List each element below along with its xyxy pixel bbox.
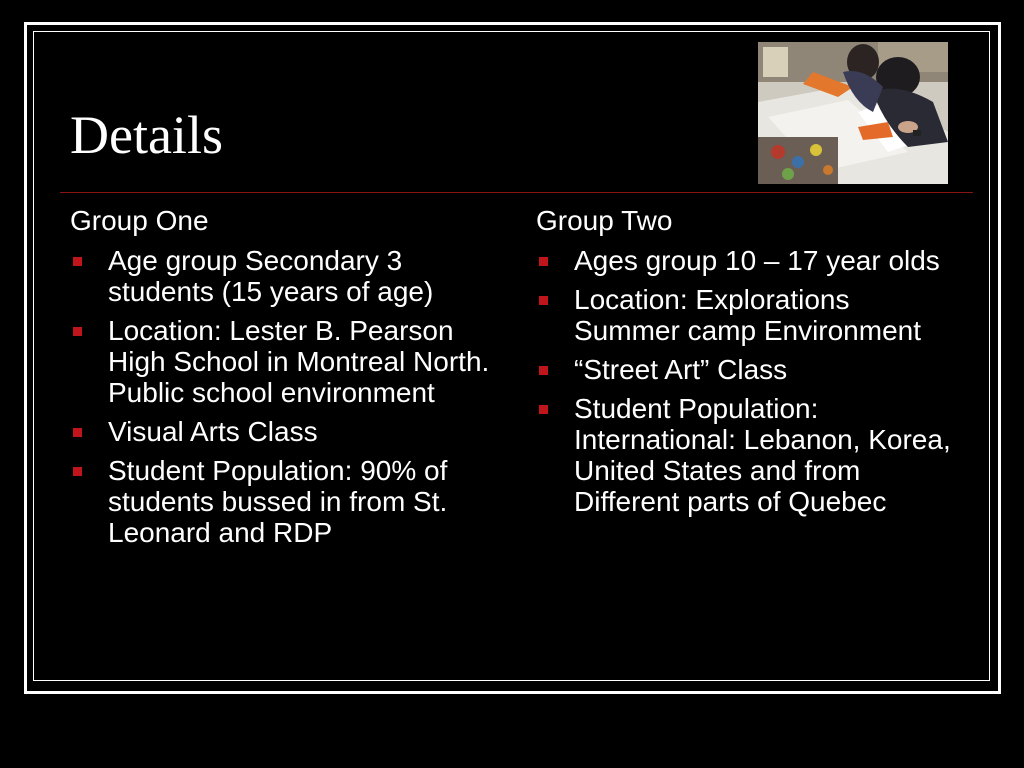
square-bullet-icon <box>539 257 548 266</box>
list-item <box>536 393 956 517</box>
group-one-column <box>70 205 510 556</box>
square-bullet-icon <box>539 405 548 414</box>
slide-title: Details <box>70 105 223 165</box>
bullet-text: Student Population: International: Lebanon, Korea, United States and from Different parts of Quebec <box>574 393 951 517</box>
group-two-heading: Group Two <box>536 205 673 236</box>
list-item <box>70 416 510 447</box>
list-item <box>70 245 510 307</box>
bullet-text: “Street Art” Class <box>574 354 788 385</box>
bullet-text: Ages group 10 – 17 year olds <box>574 245 940 276</box>
list-item <box>536 245 956 276</box>
group-one-list <box>70 245 510 548</box>
group-two-list <box>536 245 956 517</box>
classroom-photo <box>758 42 948 184</box>
list-item <box>536 284 956 346</box>
group-two-column <box>536 205 956 525</box>
square-bullet-icon <box>73 467 82 476</box>
square-bullet-icon <box>73 327 82 336</box>
list-item <box>70 315 510 408</box>
square-bullet-icon <box>539 366 548 375</box>
square-bullet-icon <box>73 257 82 266</box>
list-item <box>536 354 956 385</box>
square-bullet-icon <box>539 296 548 305</box>
bullet-text: Location: Lester B. Pearson High School in Montreal North. Public school environment <box>108 315 490 408</box>
bullet-text: Location: Explorations Summer camp Environment <box>574 284 922 346</box>
bullet-text: Student Population: 90% of students bussed in from St. Leonard and RDP <box>108 455 448 548</box>
bullet-text: Visual Arts Class <box>108 416 318 447</box>
bullet-text: Age group Secondary 3 students (15 years of age) <box>108 245 434 307</box>
list-item <box>70 455 510 548</box>
group-one-heading: Group One <box>70 205 209 236</box>
square-bullet-icon <box>73 428 82 437</box>
title-divider <box>60 192 973 193</box>
